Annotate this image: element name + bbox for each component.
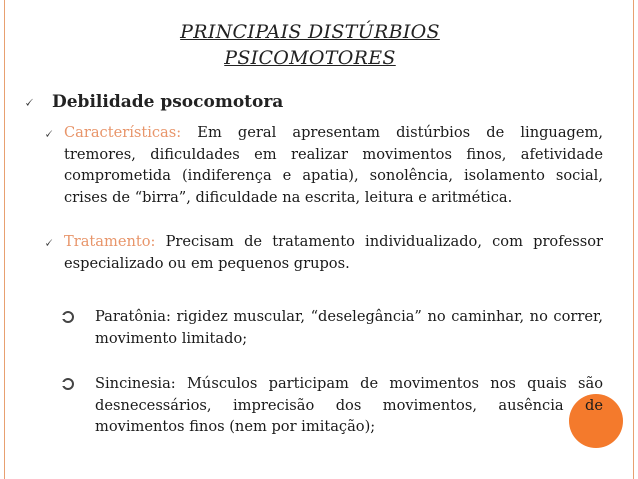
treatment-label: Tratamento: [64,233,156,250]
circle-bullet-icon [62,378,74,390]
characteristics-text: Em geral apresentam distúrbios de linguagem, tremores, dificuldades em realizar movimentos finos, afetividade comprometida (indiferença e apatia), sonolência, isolamento social, crises de “birra”, dificuldade na escrita, leitura e aritmética. [64,124,603,206]
title-line-1: PRINCIPAIS DISTÚRBIOS [180,21,440,43]
characteristics-label: Características: [64,124,182,141]
sub-point-treatment [64,231,603,274]
circle-bullet-icon [62,311,74,323]
sub-bullet-icon: 🗸 [44,127,54,142]
list-item-paratonia: Paratônia: rigidez muscular, “deselegância” no caminhar, no correr, movimento limitado; [95,308,603,347]
left-border-rule [4,0,5,479]
sub-point-characteristics [64,122,603,208]
bullet-icon: 🗸 [24,95,34,111]
main-bullet-label: Debilidade psocomotora [52,92,284,112]
treatment-text: Precisam de tratamento individualizado, com professor especializado ou em pequenos grupos. [64,233,603,272]
title-line-2: PSICOMOTORES [224,47,396,69]
list-item-sincinesia: Sincinesia: Músculos participam de movimentos nos quais são desnecessários, imprecisão dos movimentos, ausência de movimentos finos (nem por imitação); [95,375,603,435]
slide-title [90,19,530,71]
right-border-rule [633,0,634,479]
sub-bullet-icon: 🗸 [44,236,54,251]
